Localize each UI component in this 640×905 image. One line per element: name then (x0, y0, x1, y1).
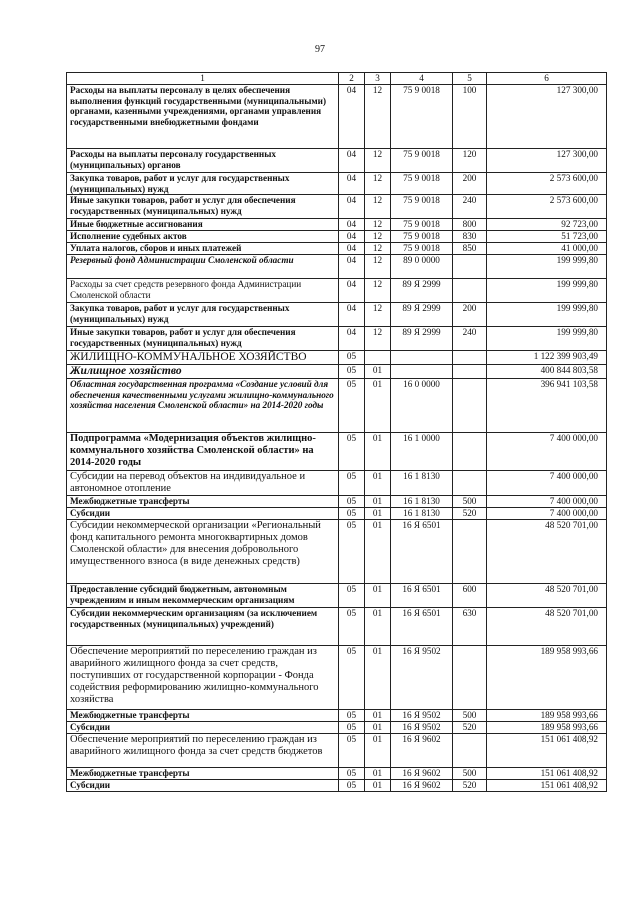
section-code: 04 (339, 231, 365, 243)
row-name: Субсидии на перевод объектов на индивидуальное и автономное отопление (67, 471, 339, 496)
column-header: 3 (365, 73, 391, 85)
target-article-code: 16 1 0000 (391, 433, 453, 471)
target-article-code: 89 Я 2999 (391, 279, 453, 303)
page-number: 97 (315, 44, 325, 55)
expense-type-code: 500 (453, 496, 487, 508)
subsection-code: 12 (365, 243, 391, 255)
amount: 51 723,00 (487, 231, 607, 243)
subsection-code: 12 (365, 303, 391, 327)
subsection-code: 01 (365, 646, 391, 710)
amount: 151 061 408,92 (487, 768, 607, 780)
target-article-code: 75 9 0018 (391, 195, 453, 219)
subsection-code: 01 (365, 471, 391, 496)
subsection-code: 01 (365, 780, 391, 792)
table-row (67, 608, 607, 646)
target-article-code (391, 365, 453, 379)
expense-type-code: 500 (453, 768, 487, 780)
row-name: Межбюджетные трансферты (67, 710, 339, 722)
subsection-code: 01 (365, 734, 391, 768)
expense-type-code: 100 (453, 85, 487, 149)
amount: 199 999,80 (487, 303, 607, 327)
amount: 7 400 000,00 (487, 433, 607, 471)
table-row (67, 195, 607, 219)
row-name: Предоставление субсидий бюджетным, автономным учреждениям и иным некоммерческим организациям (67, 584, 339, 608)
expense-type-code (453, 255, 487, 279)
target-article-code: 16 Я 9502 (391, 722, 453, 734)
table-row (67, 303, 607, 327)
target-article-code: 75 9 0018 (391, 243, 453, 255)
table-row (67, 231, 607, 243)
expense-type-code (453, 646, 487, 710)
amount: 151 061 408,92 (487, 780, 607, 792)
amount: 396 941 103,58 (487, 379, 607, 433)
expense-type-code (453, 279, 487, 303)
section-code: 05 (339, 508, 365, 520)
row-name: Резервный фонд Администрации Смоленской области (67, 255, 339, 279)
budget-table (66, 72, 607, 792)
target-article-code: 16 Я 9502 (391, 710, 453, 722)
amount: 2 573 600,00 (487, 173, 607, 195)
section-code: 04 (339, 149, 365, 173)
section-code: 05 (339, 646, 365, 710)
table-row (67, 471, 607, 496)
row-name: Расходы на выплаты персоналу в целях обеспечения выполнения функций государственными (муниципальными) органами, казенными учреждениями, органами управления государственными внебюджетными фондами (67, 85, 339, 149)
expense-type-code (453, 365, 487, 379)
table-row (67, 768, 607, 780)
target-article-code: 16 1 8130 (391, 508, 453, 520)
subsection-code: 01 (365, 584, 391, 608)
target-article-code: 75 9 0018 (391, 219, 453, 231)
section-code: 05 (339, 780, 365, 792)
table-row (67, 710, 607, 722)
subsection-code: 12 (365, 327, 391, 351)
amount: 400 844 803,58 (487, 365, 607, 379)
row-name: Расходы на выплаты персоналу государственных (муниципальных) органов (67, 149, 339, 173)
subsection-code: 01 (365, 608, 391, 646)
column-header: 4 (391, 73, 453, 85)
row-name: Областная государственная программа «Создание условий для обеспечения качественными услугами жилищно-коммунального хозяйства населения Смоленской области» на 2014-2020 годы (67, 379, 339, 433)
expense-type-code: 520 (453, 780, 487, 792)
row-name: Субсидии некоммерческим организациям (за исключением государственных (муниципальных) учреждений) (67, 608, 339, 646)
amount: 2 573 600,00 (487, 195, 607, 219)
subsection-code: 01 (365, 433, 391, 471)
section-code: 05 (339, 379, 365, 433)
expense-type-code (453, 520, 487, 584)
section-code: 05 (339, 351, 365, 365)
target-article-code: 89 0 0000 (391, 255, 453, 279)
section-code: 04 (339, 195, 365, 219)
table-row (67, 149, 607, 173)
row-name: Иные закупки товаров, работ и услуг для обеспечения государственных (муниципальных) нужд (67, 327, 339, 351)
row-name: Субсидии (67, 722, 339, 734)
target-article-code: 16 Я 6501 (391, 608, 453, 646)
target-article-code: 89 Я 2999 (391, 327, 453, 351)
amount: 7 400 000,00 (487, 471, 607, 496)
expense-type-code: 830 (453, 231, 487, 243)
amount: 7 400 000,00 (487, 496, 607, 508)
column-header: 2 (339, 73, 365, 85)
target-article-code: 16 Я 6501 (391, 520, 453, 584)
section-code: 05 (339, 710, 365, 722)
section-code: 04 (339, 303, 365, 327)
target-article-code (391, 351, 453, 365)
column-header: 6 (487, 73, 607, 85)
expense-type-code: 850 (453, 243, 487, 255)
table-row (67, 433, 607, 471)
amount: 199 999,80 (487, 279, 607, 303)
subsection-code: 01 (365, 768, 391, 780)
table-row (67, 365, 607, 379)
table-row (67, 219, 607, 231)
section-code: 04 (339, 327, 365, 351)
table-row (67, 351, 607, 365)
expense-type-code: 120 (453, 149, 487, 173)
target-article-code: 16 Я 9602 (391, 734, 453, 768)
section-code: 05 (339, 496, 365, 508)
subsection-code: 12 (365, 255, 391, 279)
row-name: Обеспечение мероприятий по переселению граждан из аварийного жилищного фонда за счет средств, поступивших от государственной корпорации - Фонда содействия реформированию жилищно-коммунального хозяйства (67, 646, 339, 710)
table-row (67, 780, 607, 792)
table-row (67, 520, 607, 584)
subsection-code: 01 (365, 520, 391, 584)
subsection-code (365, 351, 391, 365)
table-row (67, 327, 607, 351)
row-name: Расходы за счет средств резервного фонда Администрации Смоленской области (67, 279, 339, 303)
expense-type-code: 600 (453, 584, 487, 608)
row-name: Субсидии (67, 780, 339, 792)
target-article-code: 16 1 8130 (391, 496, 453, 508)
amount: 7 400 000,00 (487, 508, 607, 520)
section-code: 04 (339, 255, 365, 279)
row-name: Обеспечение мероприятий по переселению граждан из аварийного жилищного фонда за счет средств бюджетов (67, 734, 339, 768)
amount: 48 520 701,00 (487, 520, 607, 584)
target-article-code: 75 9 0018 (391, 85, 453, 149)
amount: 199 999,80 (487, 327, 607, 351)
table-row (67, 379, 607, 433)
row-name: ЖИЛИЩНО-КОММУНАЛЬНОЕ ХОЗЯЙСТВО (67, 351, 339, 365)
section-code: 04 (339, 85, 365, 149)
subsection-code: 01 (365, 710, 391, 722)
target-article-code: 75 9 0018 (391, 231, 453, 243)
subsection-code: 01 (365, 365, 391, 379)
amount: 48 520 701,00 (487, 608, 607, 646)
amount: 48 520 701,00 (487, 584, 607, 608)
target-article-code: 16 Я 9602 (391, 780, 453, 792)
table-row (67, 255, 607, 279)
row-name: Закупка товаров, работ и услуг для государственных (муниципальных) нужд (67, 173, 339, 195)
subsection-code: 01 (365, 508, 391, 520)
target-article-code: 75 9 0018 (391, 149, 453, 173)
section-code: 05 (339, 365, 365, 379)
section-code: 05 (339, 584, 365, 608)
amount: 92 723,00 (487, 219, 607, 231)
expense-type-code: 520 (453, 508, 487, 520)
expense-type-code (453, 471, 487, 496)
target-article-code: 16 0 0000 (391, 379, 453, 433)
column-header: 5 (453, 73, 487, 85)
table-row (67, 508, 607, 520)
section-code: 05 (339, 734, 365, 768)
row-name: Межбюджетные трансферты (67, 496, 339, 508)
section-code: 04 (339, 173, 365, 195)
section-code: 05 (339, 722, 365, 734)
row-name: Иные закупки товаров, работ и услуг для обеспечения государственных (муниципальных) нужд (67, 195, 339, 219)
table-row (67, 734, 607, 768)
subsection-code: 12 (365, 173, 391, 195)
expense-type-code (453, 433, 487, 471)
section-code: 04 (339, 279, 365, 303)
expense-type-code: 500 (453, 710, 487, 722)
row-name: Субсидии некоммерческой организации «Региональный фонд капитального ремонта многоквартирных домов Смоленской области» для внесения добровольного имущественного взноса (в виде денежных средств) (67, 520, 339, 584)
section-code: 05 (339, 471, 365, 496)
subsection-code: 12 (365, 85, 391, 149)
section-code: 05 (339, 520, 365, 584)
expense-type-code (453, 734, 487, 768)
row-name: Жилищное хозяйство (67, 365, 339, 379)
subsection-code: 12 (365, 279, 391, 303)
target-article-code: 16 Я 9602 (391, 768, 453, 780)
expense-type-code: 200 (453, 173, 487, 195)
row-name: Межбюджетные трансферты (67, 768, 339, 780)
subsection-code: 12 (365, 195, 391, 219)
target-article-code: 89 Я 2999 (391, 303, 453, 327)
table-row (67, 646, 607, 710)
amount: 189 958 993,66 (487, 710, 607, 722)
subsection-code: 12 (365, 219, 391, 231)
table-header-row (67, 73, 607, 85)
target-article-code: 75 9 0018 (391, 173, 453, 195)
expense-type-code: 200 (453, 303, 487, 327)
target-article-code: 16 Я 6501 (391, 584, 453, 608)
row-name: Уплата налогов, сборов и иных платежей (67, 243, 339, 255)
subsection-code: 01 (365, 722, 391, 734)
row-name: Закупка товаров, работ и услуг для государственных (муниципальных) нужд (67, 303, 339, 327)
amount: 127 300,00 (487, 85, 607, 149)
table-row (67, 584, 607, 608)
section-code: 05 (339, 433, 365, 471)
column-header: 1 (67, 73, 339, 85)
subsection-code: 12 (365, 149, 391, 173)
subsection-code: 01 (365, 496, 391, 508)
subsection-code: 01 (365, 379, 391, 433)
row-name: Субсидии (67, 508, 339, 520)
amount: 151 061 408,92 (487, 734, 607, 768)
row-name: Иные бюджетные ассигнования (67, 219, 339, 231)
table-row (67, 722, 607, 734)
table-row (67, 243, 607, 255)
expense-type-code (453, 351, 487, 365)
amount: 41 000,00 (487, 243, 607, 255)
amount: 189 958 993,66 (487, 646, 607, 710)
expense-type-code: 630 (453, 608, 487, 646)
expense-type-code: 240 (453, 195, 487, 219)
section-code: 05 (339, 768, 365, 780)
expense-type-code: 240 (453, 327, 487, 351)
amount: 127 300,00 (487, 149, 607, 173)
subsection-code: 12 (365, 231, 391, 243)
table-row (67, 279, 607, 303)
section-code: 04 (339, 219, 365, 231)
target-article-code: 16 Я 9502 (391, 646, 453, 710)
row-name: Исполнение судебных актов (67, 231, 339, 243)
expense-type-code: 800 (453, 219, 487, 231)
row-name: Подпрограмма «Модернизация объектов жилищно-коммунального хозяйства Смоленской области» на 2014-2020 годы (67, 433, 339, 471)
section-code: 05 (339, 608, 365, 646)
amount: 199 999,80 (487, 255, 607, 279)
expense-type-code (453, 379, 487, 433)
target-article-code: 16 1 8130 (391, 471, 453, 496)
table-row (67, 85, 607, 149)
expense-type-code: 520 (453, 722, 487, 734)
table-body (67, 85, 607, 792)
amount: 1 122 399 903,49 (487, 351, 607, 365)
table-row (67, 173, 607, 195)
amount: 189 958 993,66 (487, 722, 607, 734)
section-code: 04 (339, 243, 365, 255)
table-row (67, 496, 607, 508)
